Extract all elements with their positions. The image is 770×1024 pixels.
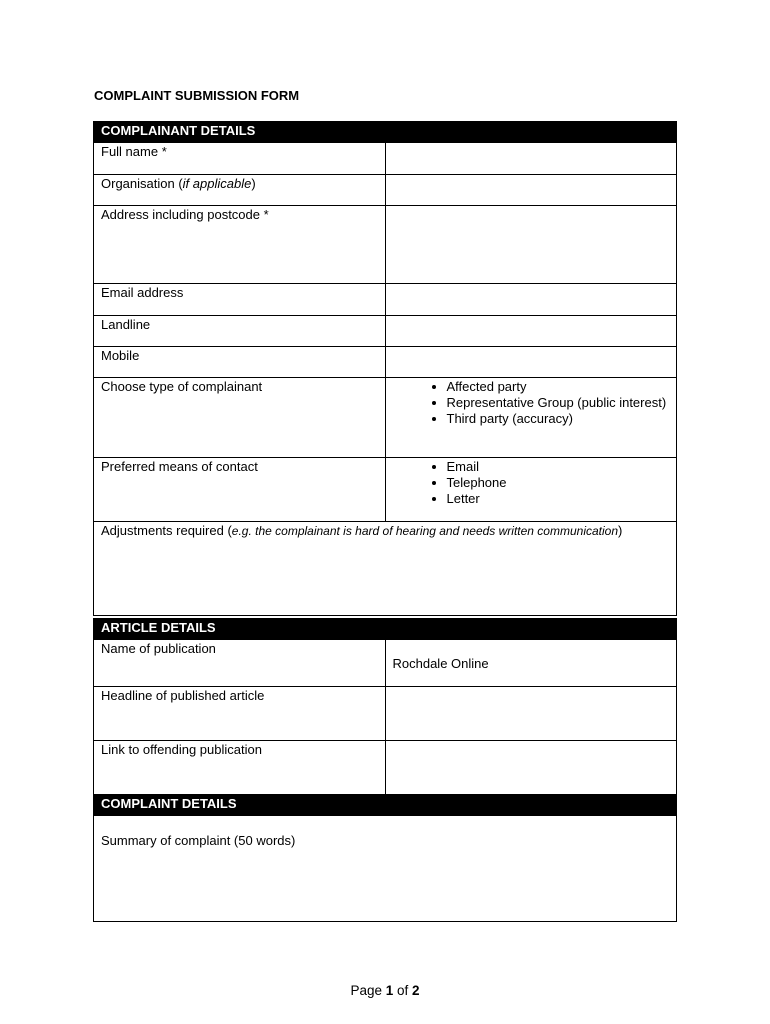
organisation-field[interactable]: [385, 175, 677, 206]
adjustments-note: e.g. the complainant is hard of hearing and needs written communication: [231, 524, 619, 538]
email-field[interactable]: [385, 284, 677, 316]
adjustments-field[interactable]: Adjustments required (e.g. the complainant is hard of hearing and needs written communication): [94, 522, 677, 616]
link-field[interactable]: [385, 741, 677, 795]
complainant-type-option[interactable]: • Affected party: [447, 379, 670, 395]
contact-means-option[interactable]: • Email: [447, 459, 670, 475]
organisation-label: Organisation (if applicable): [94, 175, 386, 206]
link-label: Link to offending publication: [94, 741, 386, 795]
complainant-type-label: Choose type of complainant: [94, 378, 386, 458]
mobile-field[interactable]: [385, 347, 677, 378]
contact-means-label: Preferred means of contact: [94, 458, 386, 522]
section-header-article: ARTICLE DETAILS: [94, 619, 677, 640]
organisation-note: if applicable: [182, 176, 252, 191]
article-details-table: [93, 618, 677, 922]
mobile-label: Mobile: [94, 347, 386, 378]
section-header-complainant: COMPLAINANT DETAILS: [94, 122, 677, 143]
full-name-label: Full name *: [94, 143, 386, 175]
headline-label: Headline of published article: [94, 687, 386, 741]
complaint-summary-label: Summary of complaint (50 words): [101, 833, 296, 848]
publication-name-field[interactable]: Rochdale Online: [385, 640, 677, 687]
landline-label: Landline: [94, 316, 386, 347]
email-label: Email address: [94, 284, 386, 316]
complaint-summary-field[interactable]: [94, 816, 677, 922]
section-header-complaint: COMPLAINT DETAILS: [94, 795, 677, 816]
contact-means-option[interactable]: • Letter: [447, 491, 670, 507]
landline-field[interactable]: [385, 316, 677, 347]
complainant-type-options: [385, 378, 677, 458]
contact-means-option[interactable]: • Telephone: [447, 475, 670, 491]
complainant-type-option[interactable]: • Third party (accuracy): [447, 411, 670, 427]
address-label: Address including postcode *: [94, 206, 386, 284]
contact-means-options: [385, 458, 677, 522]
headline-field[interactable]: [385, 687, 677, 741]
page-indicator: Page 1 of 2: [350, 983, 420, 998]
full-name-field[interactable]: [385, 143, 677, 175]
adjustments-label: Adjustments required (: [101, 523, 232, 538]
publication-name-label: Name of publication: [94, 640, 386, 687]
complainant-type-option[interactable]: • Representative Group (public interest): [447, 395, 670, 411]
form-title: COMPLAINT SUBMISSION FORM: [94, 88, 300, 103]
address-field[interactable]: [385, 206, 677, 284]
complainant-details-table: [93, 121, 677, 616]
